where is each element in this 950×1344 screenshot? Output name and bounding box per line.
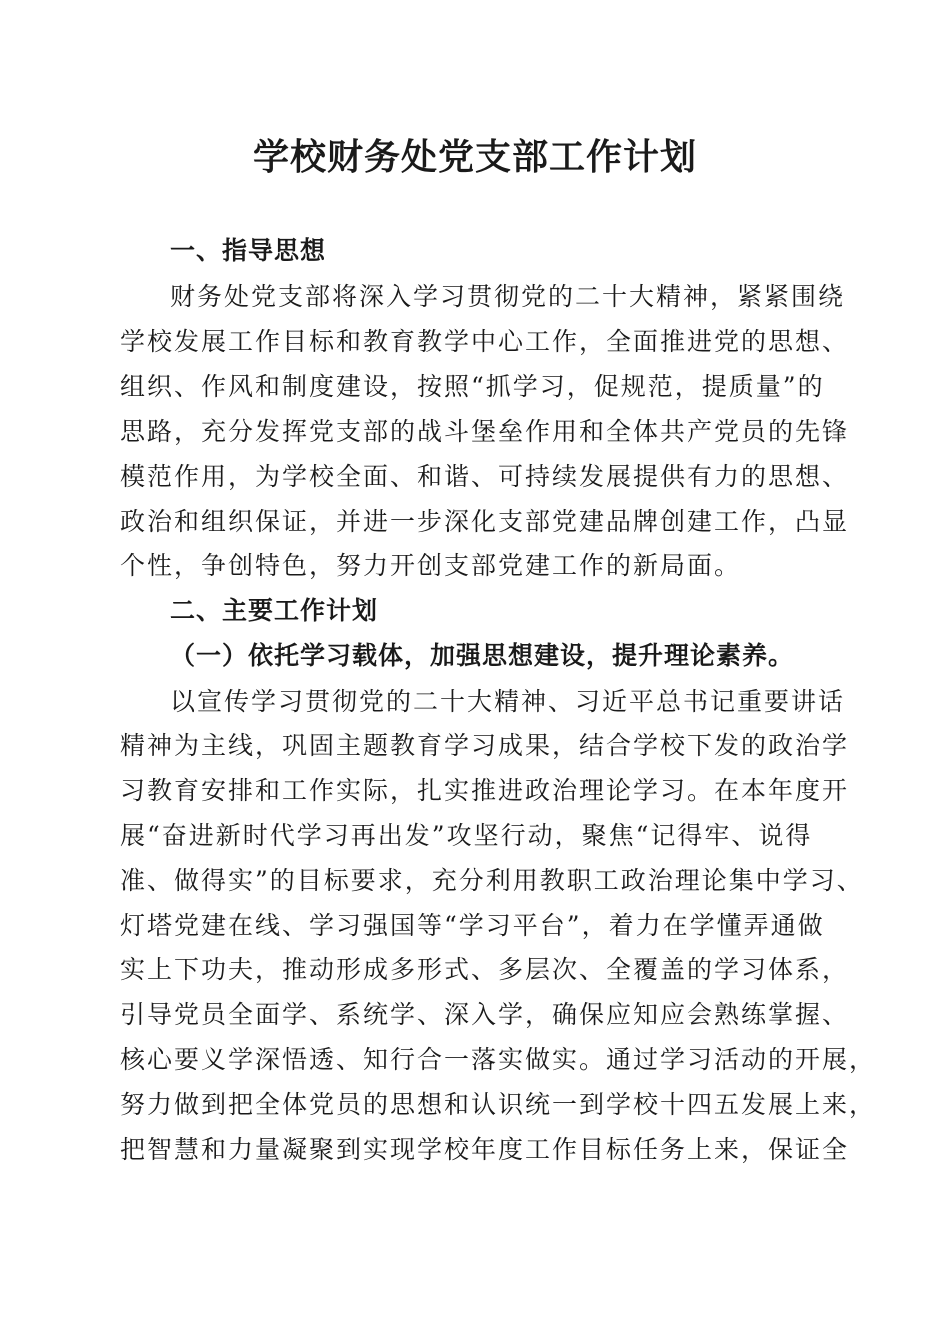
paragraph-line: 引导党员全面学、系统学、深入学，确保应知应会熟练掌握、 bbox=[120, 1000, 850, 1029]
paragraph-line: 政治和组织保证，并进一步深化支部党建品牌创建工作，凸显 bbox=[120, 507, 850, 536]
paragraph-line: 精神为主线，巩固主题教育学习成果，结合学校下发的政治学 bbox=[120, 731, 850, 760]
paragraph-line: 个性，争创特色，努力开创支部党建工作的新局面。 bbox=[120, 551, 742, 580]
subsection-heading: （一）依托学习载体，加强思想建设，提升理论素养。 bbox=[170, 641, 795, 670]
paragraph-line: 以宣传学习贯彻党的二十大精神、习近平总书记重要讲话 bbox=[170, 687, 846, 716]
section-heading-guiding-thought: 一、指导思想 bbox=[170, 236, 327, 265]
page-title: 学校财务处党支部工作计划 bbox=[252, 136, 697, 178]
paragraph-line: 组织、作风和制度建设，按照“抓学习，促规范，提质量”的 bbox=[120, 372, 825, 401]
paragraph-line: 学校发展工作目标和教育教学中心工作，全面推进党的思想、 bbox=[120, 327, 850, 356]
paragraph-line: 把智慧和力量凝聚到实现学校年度工作目标任务上来，保证全 bbox=[120, 1135, 850, 1164]
paragraph-line: 努力做到把全体党员的思想和认识统一到学校十四五发展上来， bbox=[120, 1090, 877, 1119]
paragraph-line: 财务处党支部将深入学习贯彻党的二十大精神，紧紧围绕 bbox=[170, 282, 846, 311]
paragraph-line: 模范作用，为学校全面、和谐、可持续发展提供有力的思想、 bbox=[120, 462, 850, 491]
paragraph-line: 思路，充分发挥党支部的战斗堡垒作用和全体共产党员的先锋 bbox=[120, 417, 850, 446]
paragraph-line: 核心要义学深悟透、知行合一落实做实。通过学习活动的开展， bbox=[120, 1045, 877, 1074]
paragraph-line: 准、做得实”的目标要求，充分利用教职工政治理论集中学习、 bbox=[120, 866, 864, 895]
paragraph-line: 实上下功夫，推动形成多形式、多层次、全覆盖的学习体系， bbox=[120, 955, 850, 984]
paragraph-line: 灯塔党建在线、学习强国等“学习平台”，着力在学懂弄通做 bbox=[120, 911, 825, 940]
section-heading-main-plan: 二、主要工作计划 bbox=[170, 596, 379, 625]
paragraph-line: 习教育安排和工作实际，扎实推进政治理论学习。在本年度开 bbox=[120, 776, 850, 805]
paragraph-line: 展“奋进新时代学习再出发”攻坚行动，聚焦“记得牢、说得 bbox=[120, 821, 813, 850]
